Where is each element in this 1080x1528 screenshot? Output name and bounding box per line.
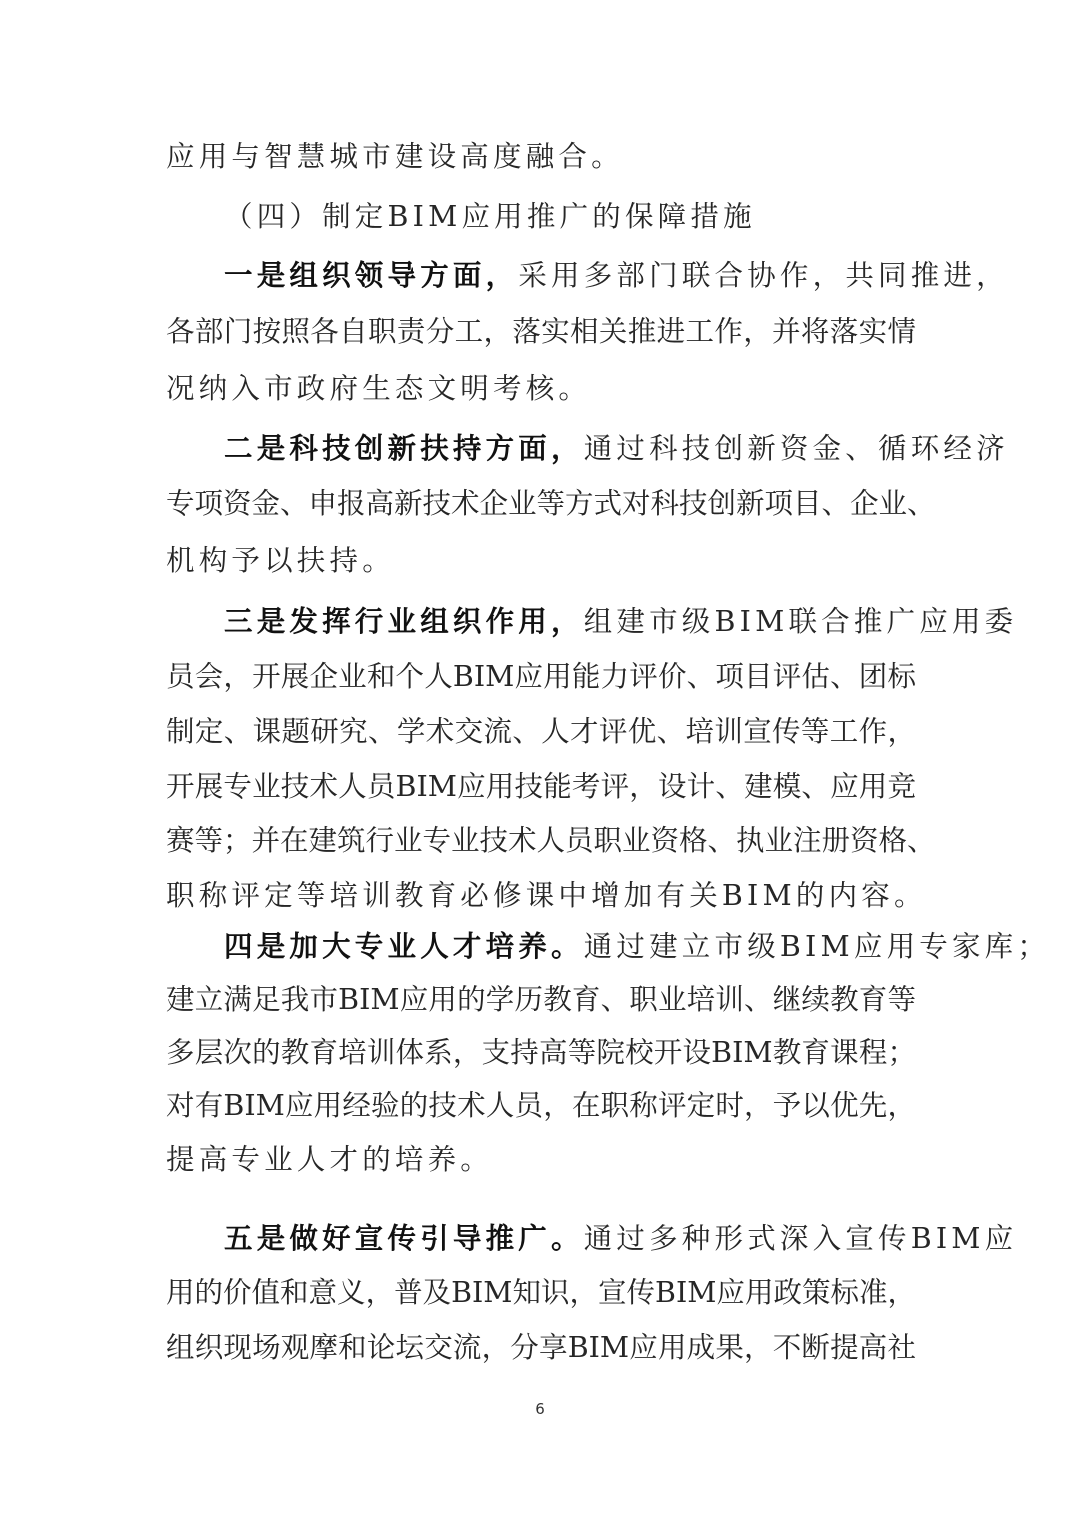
paragraph-2-lead: 二是科技创新扶持方面，	[224, 431, 584, 465]
paragraph-2-first-line	[224, 428, 1009, 469]
paragraph-5-first-line	[224, 1218, 1018, 1259]
paragraph-3-text: 组建市级BIM联合推广应用委	[583, 605, 1018, 638]
paragraph-4-line: 提高专业人才的培养。	[166, 1143, 494, 1176]
paragraph-1-text: 采用多部门联合协作，共同推进，	[518, 259, 1009, 292]
paragraph-5-text: 通过多种形式深入宣传BIM应	[583, 1222, 1018, 1255]
paragraph-2-text: 通过科技创新资金、循环经济	[583, 432, 1009, 465]
paragraph-3-line: 员会，开展企业和个人BIM应用能力评价、项目评估、团标	[166, 660, 916, 693]
paragraph-3-line: 职称评定等培训教育必修课中增加有关BIM的内容。	[166, 879, 927, 912]
paragraph-4-first-line	[224, 926, 1051, 967]
paragraph-1-first-line	[224, 255, 1009, 296]
paragraph-1-lead: 一是组织领导方面，	[224, 258, 519, 292]
paragraph-5-line: 用的价值和意义，普及BIM知识，宣传BIM应用政策标准，	[166, 1276, 916, 1309]
paragraph-5-lead: 五是做好宣传引导推广。	[224, 1221, 584, 1255]
paragraph-4-text: 通过建立市级BIM应用专家库；	[583, 930, 1051, 963]
page-number: 6	[535, 1400, 545, 1418]
paragraph-4-line: 建立满足我市BIM应用的学历教育、职业培训、继续教育等	[166, 983, 916, 1016]
paragraph-1-line: 各部门按照各自职责分工，落实相关推进工作，并将落实情	[166, 315, 916, 348]
paragraph-2-line: 机构予以扶持。	[166, 544, 395, 577]
paragraph-5-line: 组织现场观摩和论坛交流，分享BIM应用成果，不断提高社	[166, 1331, 916, 1364]
paragraph-4-line: 多层次的教育培训体系，支持高等院校开设BIM教育课程；	[166, 1036, 916, 1069]
paragraph-3-first-line	[224, 601, 1018, 642]
paragraph-3-line: 制定、课题研究、学术交流、人才评优、培训宣传等工作，	[166, 715, 916, 748]
paragraph-4-lead: 四是加大专业人才培养。	[224, 929, 584, 963]
paragraph-3-line: 开展专业技术人员BIM应用技能考评，设计、建模、应用竞	[166, 770, 916, 803]
paragraph-1-line: 况纳入市政府生态文明考核。	[166, 372, 592, 405]
section-heading: （四）制定BIM应用推广的保障措施	[224, 200, 756, 233]
paragraph-2-line: 专项资金、申报高新技术企业等方式对科技创新项目、企业、	[166, 487, 936, 520]
paragraph-4-line: 对有BIM应用经验的技术人员，在职称评定时，予以优先，	[166, 1089, 916, 1122]
paragraph-3-lead: 三是发挥行业组织作用，	[224, 604, 584, 638]
continuation-line: 应用与智慧城市建设高度融合。	[166, 140, 624, 173]
paragraph-3-line: 赛等；并在建筑行业专业技术人员职业资格、执业注册资格、	[166, 824, 936, 857]
